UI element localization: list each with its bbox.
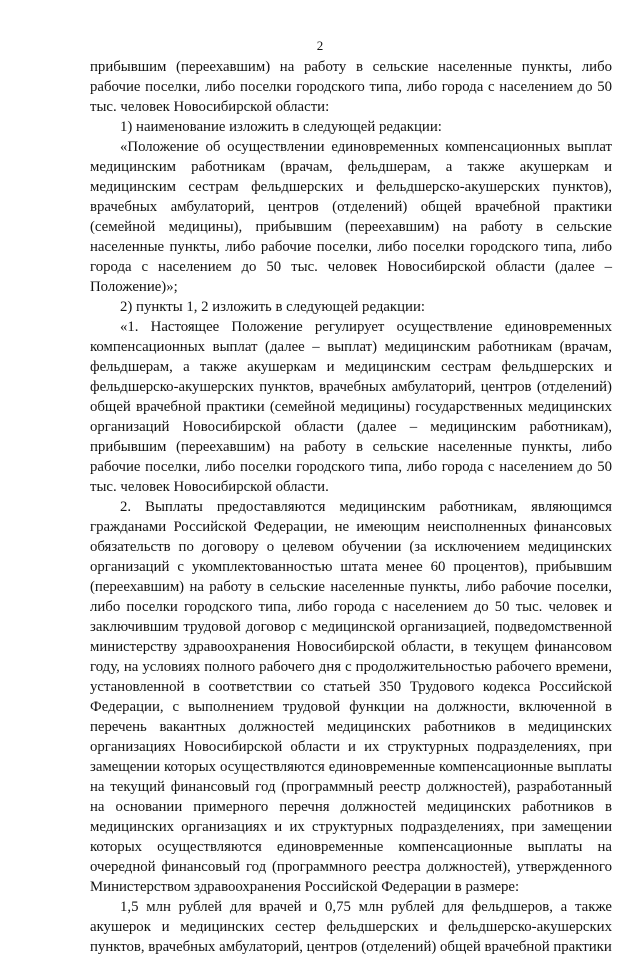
page-number: 2 [316, 38, 324, 53]
paragraph-clause-1: «1. Настоящее Положение регулирует осуществление единовременных компенсационных выплат (далее – выплат) медицинским работникам (врачам, фельдшерам, а также акушеркам и медицинским сестрам фельдшерских и фельдшерско-акушерских пунктов, врачебных амбулаторий, центров (отделений) общей врачебной практики (семейной медицины) государственных медицинских организаций Новосибирской области (далее – медицинским работникам), прибывшим (переехавшим) на работу в сельские населенные пункты, либо рабочие поселки, либо поселки городского типа, либо города с населением до 50 тыс. человек Новосибирской области. [90, 319, 612, 495]
paragraph-item-1: 1) наименование изложить в следующей редакции: [120, 119, 442, 135]
paragraph-title-quote: «Положение об осуществлении единовременных компенсационных выплат медицинским работникам (врачам, фельдшерам, а также акушеркам и медицинским сестрам фельдшерских и фельдшерско-акушерских пунктов), врачебных амбулаторий, центров (отделений) общей врачебной практики (семейной медицины), прибывшим (переехавшим) на работу в сельские населенные пункты, либо рабочие поселки, либо поселки городского типа, либо города с населением до 50 тыс. человек Новосибирской области (далее – Положение)»; [90, 139, 612, 295]
paragraph-continuation: прибывшим (переехавшим) на работу в сельские населенные пункты, либо рабочие поселки, либо поселки городского типа, либо города с населением до 50 тыс. человек Новосибирской области: [90, 59, 612, 115]
paragraph-clause-2: 2. Выплаты предоставляются медицинским работникам, являющимся гражданами Российской Федерации, не имеющим неисполненных финансовых обязательств по договору о целевом обучении (за исключением медицинских организаций с укомплектованностью штата менее 60 процентов), прибывшим (переехавшим) на работу в сельские населенные пункты, либо рабочие поселки, либо поселки городского типа, либо города с населением до 50 тыс. человек и заключившим трудовой договор с медицинской организацией, подведомственной министерству здравоохранения Новосибирской области, в текущем финансовом году, на условиях полного рабочего дня с продолжительностью рабочего времени, установленной в соответствии со статьей 350 Трудового кодекса Российской Федерации, с выполнением трудовой функции на должности, включенной в перечень вакантных должностей медицинских работников в медицинских организациях Новосибирской области и их структурных подразделениях, при замещении которых осуществляются единовременные компенсационные выплаты на текущий финансовый год (программный реестр должностей), разработанный на основании примерного перечня должностей медицинских работников в медицинских организациях и их структурных подразделениях, при замещении которых осуществляются единовременные компенсационные выплаты на очередной финансовый год (программного реестра должностей), утвержденного Министерством здравоохранения Российской Федерации в размере: [90, 499, 612, 895]
paragraph-amounts: 1,5 млн рублей для врачей и 0,75 млн рублей для фельдшеров, а также акушерок и медицинских сестер фельдшерских и фельдшерско-акушерских пунктов, врачебных амбулаторий, центров (отделений) общей врачебной практики [90, 899, 612, 955]
document-body [90, 57, 612, 957]
paragraph-item-2: 2) пункты 1, 2 изложить в следующей редакции: [120, 299, 425, 315]
